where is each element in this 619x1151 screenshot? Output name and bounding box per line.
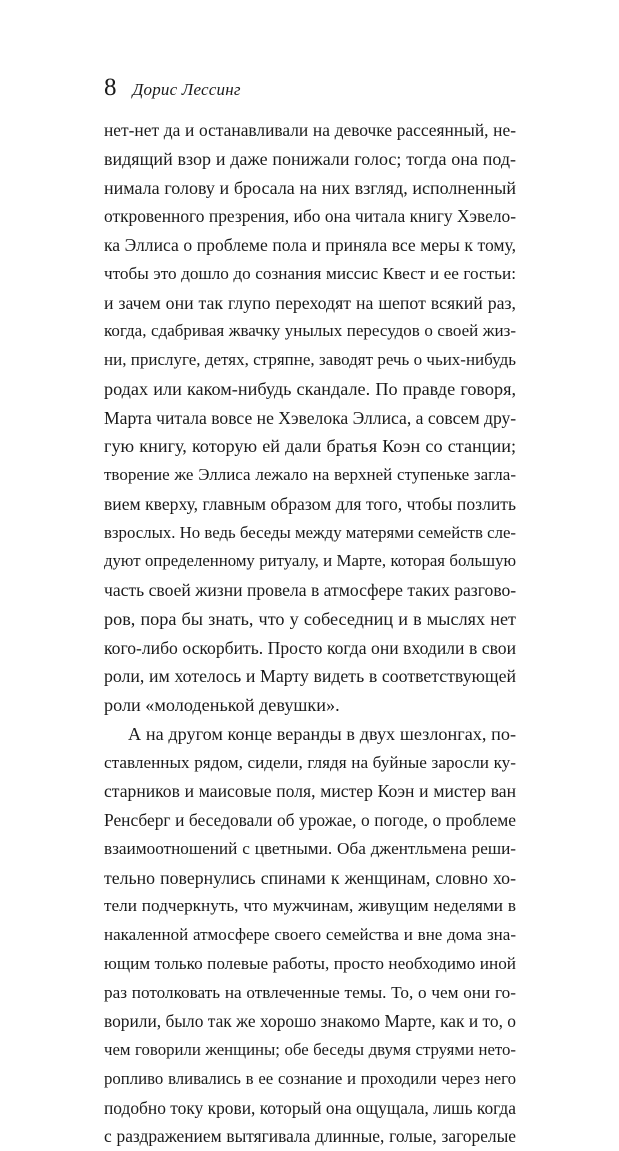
body-text [104, 116, 516, 1151]
text-line: А на другом конце веранды в двух шезлонгах, по- [128, 723, 516, 744]
text-line: старников и маисовые поля, мистер Коэн и мистер ван [104, 781, 516, 802]
text-line: дуют определенному ритуалу, и Марте, которая большую [104, 551, 516, 571]
text-line: кого-либо оскорбить. Просто когда они входили в свои [104, 637, 516, 658]
text-line: откровенного презрения, ибо она читала книгу Хэвело- [104, 206, 516, 227]
text-line: ка Эллиса о проблеме пола и приняла все меры к тому, [104, 235, 516, 255]
text-line: когда, сдабривая жвачку унылых пересудов о своей жиз- [104, 321, 516, 341]
text-line: роли «молоденькой девушки». [104, 695, 340, 715]
text-line: нет-нет да и останавливали на девочке рассеянный, не- [104, 120, 516, 140]
text-line: родах или каком-нибудь скандале. По правде говоря, [104, 378, 516, 399]
text-line: ставленных рядом, сидели, глядя на буйные заросли ку- [104, 752, 516, 772]
text-line: ющим только полевые работы, просто необходимо иной [104, 953, 516, 973]
text-line: накаленной атмосфере своего семейства и вне дома зна- [104, 925, 516, 944]
text-line: часть своей жизни провела в атмосфере таких разгово- [104, 580, 516, 600]
text-line: раз потолковать на отвлеченные темы. То, о чем они го- [104, 982, 516, 1002]
text-line: видящий взор и даже понижали голос; тогда она под- [104, 148, 516, 169]
text-line: вием кверху, главным образом для того, чтобы позлить [104, 493, 516, 514]
text-line: роли, им хотелось и Марту видеть в соответствующей [104, 666, 516, 687]
text-line: Ренсберг и беседовали об урожае, о погоде, о проблеме [104, 810, 516, 830]
running-head [104, 72, 241, 104]
text-line: чем говорили женщины; обе беседы двумя струями нето- [104, 1040, 516, 1059]
text-line: гую книгу, которую ей дали братья Коэн со станции; [104, 436, 516, 457]
page-number: 8 [104, 74, 117, 101]
text-line: тели подчеркнуть, что мужчинам, живущим неделями в [104, 896, 516, 916]
text-line: Марта читала вовсе не Хэвелока Эллиса, а совсем дру- [104, 407, 516, 428]
text-line: тельно повернулись спинами к женщинам, словно хо- [104, 867, 516, 888]
text-line: ни, прислуге, детях, стряпне, заводят речь о чьих-нибудь [104, 350, 516, 369]
text-line: творение же Эллиса лежало на верхней ступеньке загла- [104, 465, 516, 484]
running-title: Дорис Лессинг [132, 80, 241, 99]
text-line: нимала голову и бросала на них взгляд, исполненный [104, 177, 516, 198]
text-line: чтобы это дошло до сознания миссис Квест и ее гостьи: [104, 263, 516, 283]
text-line: взрослых. Но ведь беседы между матерями семейств сле- [104, 522, 516, 542]
text-line: подобно току крови, который она ощущала, лишь когда [104, 1097, 516, 1118]
text-line: ров, пора бы знать, что у собеседниц и в мыслях нет [104, 608, 516, 629]
text-line: с раздражением вытягивала длинные, голые, загорелые [104, 1126, 516, 1147]
text-line: ворили, было так же хорошо знакомо Марте, как и то, о [104, 1011, 516, 1032]
text-line: и зачем они так глупо переходят на шепот всякий раз, [104, 292, 516, 313]
text-line: взаимоотношений с цветными. Оба джентльмена реши- [104, 838, 516, 858]
text-line: ропливо вливались в ее сознание и проходили через него [104, 1068, 516, 1088]
